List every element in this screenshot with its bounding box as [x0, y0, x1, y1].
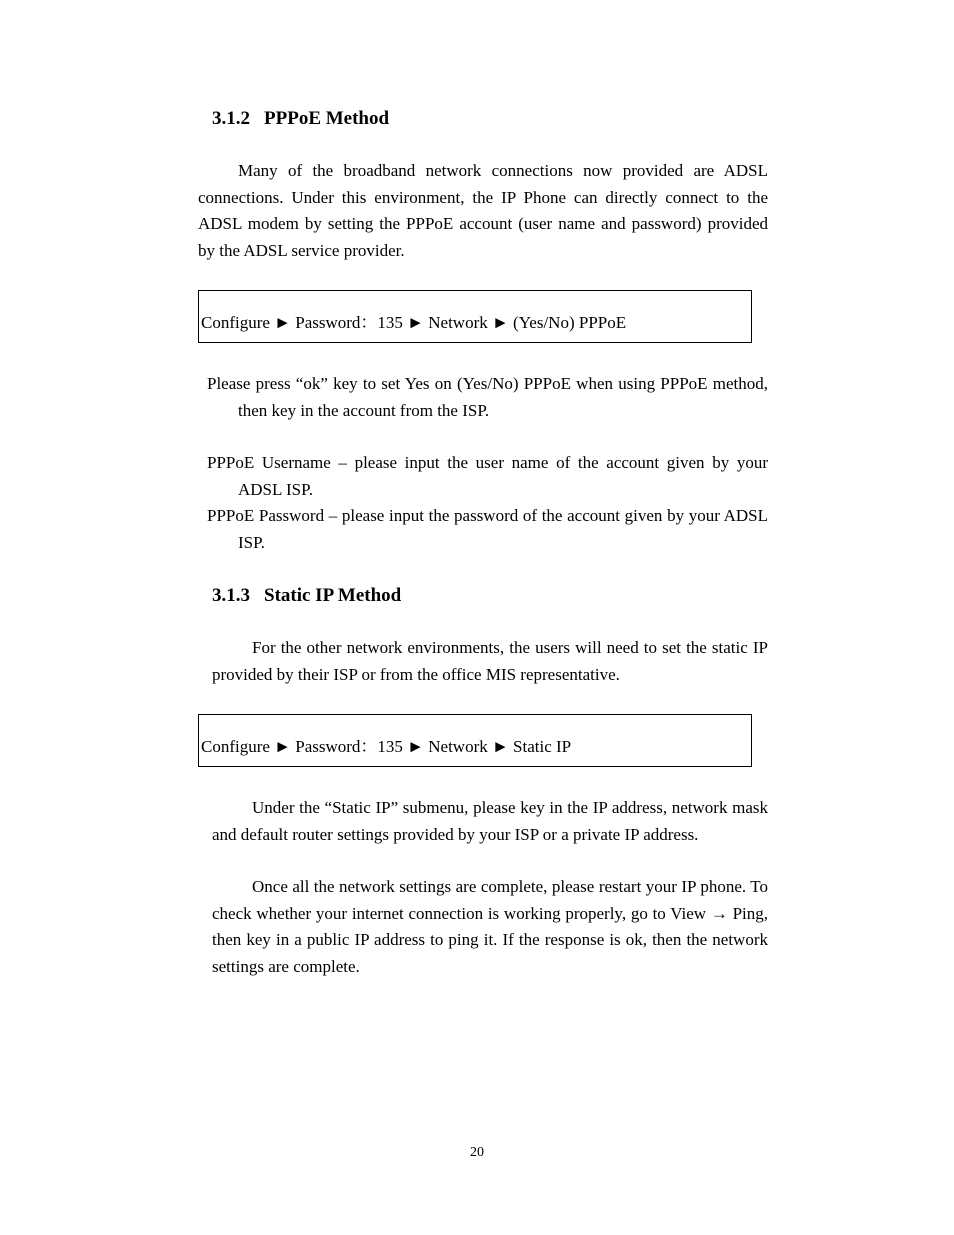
section-title: PPPoE Method [264, 108, 390, 129]
page-number: 20 [470, 1145, 484, 1160]
menu-path-text: Configure ► Password：135 ► Network ► Static IP [201, 737, 572, 756]
pppoe-intro-paragraph: Many of the broadband network connections now provided are ADSL connections. Under this environment, the IP Phone can directly connect to the ADSL modem by setting the PPPoE account (user name and password) provided by the ADSL service provider. [198, 161, 768, 260]
pppoe-menu-path-box [198, 290, 752, 343]
network-complete-paragraph: Once all the network settings are complete, please restart your IP phone. To check whether your internet connection is working properly, go to View → Ping, then key in a public IP address to ping it. If the response is ok, then the network settings are complete. [212, 877, 768, 976]
section-title: Static IP Method [264, 585, 402, 606]
section-number: 3.1.2 [212, 108, 250, 129]
static-ip-intro-paragraph: For the other network environments, the users will need to set the static IP provided by their ISP or from the office MIS representative. [212, 638, 768, 684]
section-heading-static-ip [212, 585, 401, 607]
static-ip-submenu-paragraph: Under the “Static IP” submenu, please key in the IP address, network mask and default router settings provided by your ISP or a private IP address. [212, 798, 768, 844]
section-heading-pppoe [212, 108, 389, 130]
pppoe-password-item: PPPoE Password – please input the password of the account given by your ADSL ISP. [207, 506, 768, 552]
static-ip-menu-path-box [198, 714, 752, 767]
pppoe-enable-note: Please press “ok” key to set Yes on (Yes/No) PPPoE when using PPPoE method, then key in the account from the ISP. [207, 374, 768, 420]
menu-path-text: Configure ► Password：135 ► Network ► (Yes/No) PPPoE [201, 313, 627, 332]
section-number: 3.1.3 [212, 585, 250, 606]
pppoe-username-item: PPPoE Username – please input the user name of the account given by your ADSL ISP. [207, 453, 768, 499]
